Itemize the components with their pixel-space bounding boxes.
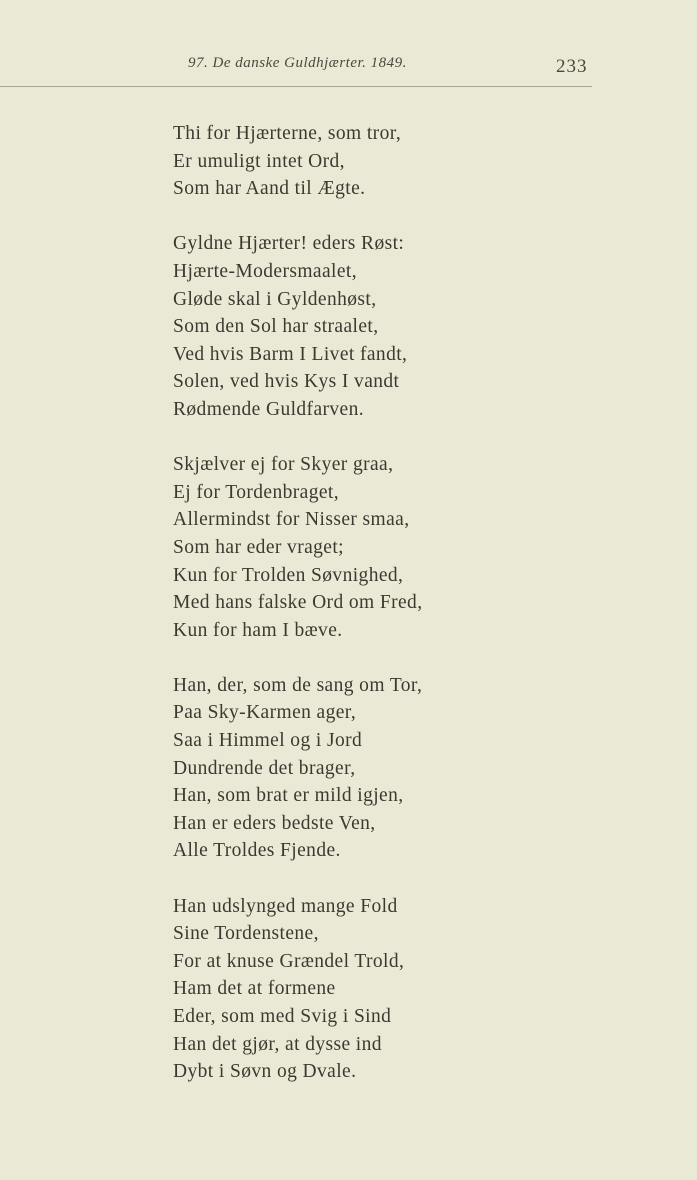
stanza	[173, 893, 423, 1086]
verse-line: Eder, som med Svig i Sind	[173, 1006, 392, 1027]
verse-line: Dybt i Søvn og Dvale.	[173, 1061, 357, 1083]
poem-body	[173, 120, 423, 1113]
verse-line: Paa Sky-Karmen ager,	[173, 702, 357, 724]
verse-line: Han, som brat er mild igjen,	[173, 785, 404, 807]
verse-line: Alle Troldes Fjende.	[173, 840, 341, 862]
verse-line: For at knuse Grændel Trold,	[173, 950, 405, 972]
verse-line: Skjælver ej for Skyer graa,	[173, 454, 394, 476]
verse-line: Hjærte-Modersmaalet,	[173, 260, 357, 282]
verse-line: Ved hvis Barm I Livet fandt,	[173, 343, 408, 365]
verse-line: Han er eders bedste Ven,	[173, 812, 376, 834]
verse-line: Ham det at formene	[173, 978, 336, 1000]
verse-line: Som har Aand til Ægte.	[173, 178, 366, 200]
verse-line: Han, der, som de sang om Tor,	[173, 674, 423, 696]
page-number: 233	[556, 56, 588, 77]
stanza	[173, 451, 423, 644]
header-rule	[0, 86, 592, 87]
verse-line: Er umuligt intet Ord,	[173, 150, 345, 172]
verse-line: Sine Tordenstene,	[173, 923, 319, 945]
verse-line: Allermindst for Nisser smaa,	[173, 509, 410, 531]
verse-line: Kun for Trolden Søvnighed,	[173, 564, 404, 586]
verse-line: Ej for Tordenbraget,	[173, 481, 340, 503]
verse-line: Thi for Hjærterne, som tror,	[173, 123, 402, 144]
verse-line: Gløde skal i Gyldenhøst,	[173, 288, 377, 310]
verse-line: Gyldne Hjærter! eders Røst:	[173, 233, 405, 255]
verse-line: Som den Sol har straalet,	[173, 316, 379, 338]
verse-line: Han udslynged mange Fold	[173, 895, 398, 917]
verse-line: Med hans falske Ord om Fred,	[173, 592, 423, 614]
verse-line: Han det gjør, at dysse ind	[173, 1033, 382, 1055]
stanza	[173, 120, 423, 203]
verse-line: Rødmende Guldfarven.	[173, 398, 365, 420]
verse-line: Kun for ham I bæve.	[173, 619, 343, 641]
verse-line: Solen, ved hvis Kys I vandt	[173, 371, 400, 393]
stanza	[173, 672, 423, 865]
running-title: 97. De danske Guldhjærter. 1849.	[188, 55, 407, 71]
page-header	[0, 52, 697, 82]
verse-line: Saa i Himmel og i Jord	[173, 730, 363, 752]
verse-line: Dundrende det brager,	[173, 757, 356, 779]
verse-line: Som har eder vraget;	[173, 536, 344, 558]
stanza	[173, 230, 423, 423]
